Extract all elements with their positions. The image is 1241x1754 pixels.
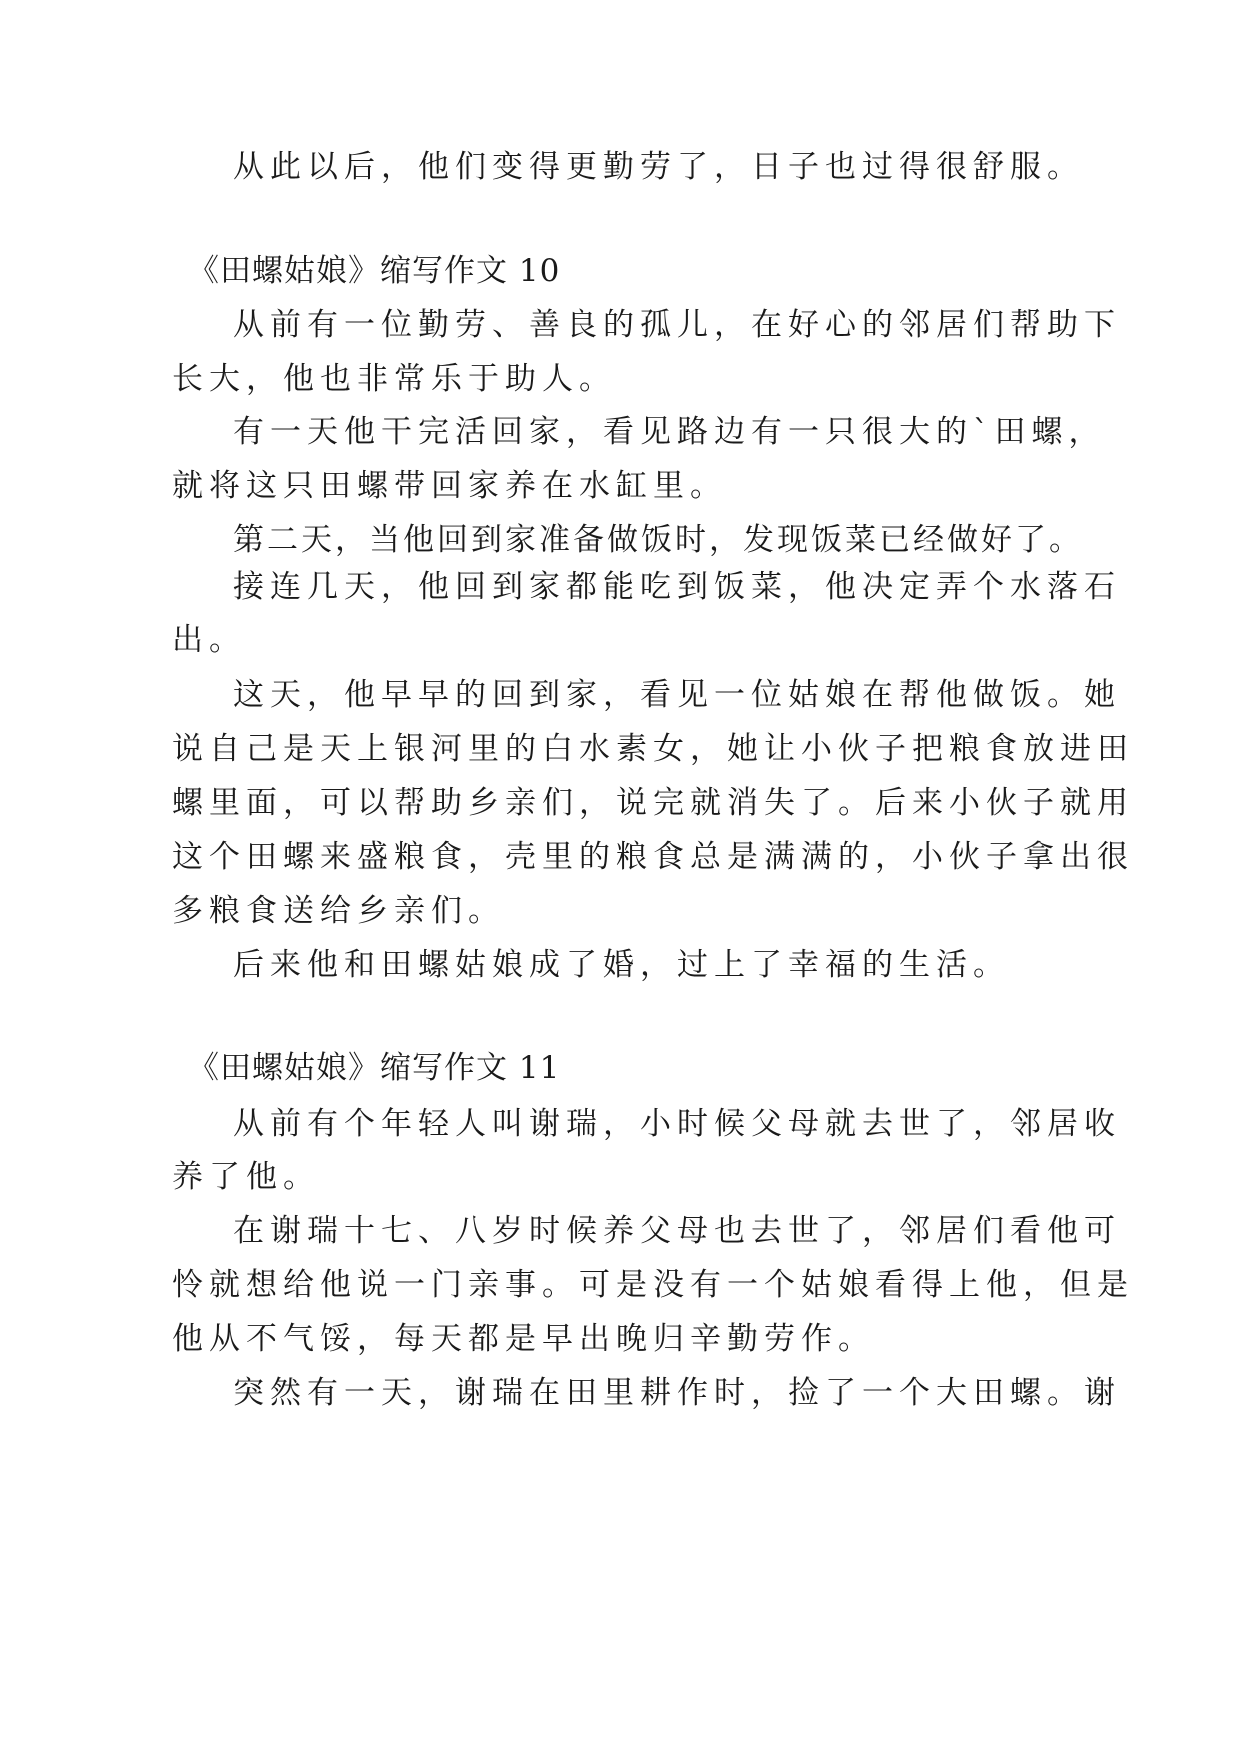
paragraph-line: 在谢瑞十七、八岁时候养父母也去世了，邻居们看他可 (233, 1213, 1121, 1249)
paragraph-line: 说自己是天上银河里的白水素女，她让小伙子把粮食放进田 (172, 731, 1134, 767)
paragraph-line: 突然有一天，谢瑞在田里耕作时，捡了一个大田螺。谢 (233, 1375, 1121, 1411)
paragraph-line: 这天，他早早的回到家，看见一位姑娘在帮他做饭。她 (233, 677, 1121, 713)
paragraph-line: 从此以后，他们变得更勤劳了，日子也过得很舒服。 (233, 149, 1084, 185)
paragraph-line: 多粮食送给乡亲们。 (172, 893, 505, 929)
paragraph-line: 他从不气馁，每天都是早出晚归辛勤劳作。 (172, 1321, 875, 1357)
paragraph-line: 有一天他干完活回家，看见路边有一只很大的`田螺， (233, 414, 1106, 450)
paragraph-line: 后来他和田螺姑娘成了婚，过上了幸福的生活。 (233, 947, 1010, 983)
paragraph-line: 怜就想给他说一门亲事。可是没有一个姑娘看得上他，但是 (172, 1267, 1134, 1303)
paragraph-line: 第二天，当他回到家准备做饭时，发现饭菜已经做好了。 (233, 522, 1083, 558)
paragraph-line: 从前有个年轻人叫谢瑞，小时候父母就去世了，邻居收 (233, 1106, 1121, 1142)
paragraph-line: 接连几天，他回到家都能吃到饭菜，他决定弄个水落石 (233, 569, 1121, 605)
paragraph-line: 这个田螺来盛粮食，壳里的粮食总是满满的，小伙子拿出很 (172, 839, 1134, 875)
paragraph-line: 养了他。 (172, 1159, 320, 1195)
paragraph-line: 螺里面，可以帮助乡亲们，说完就消失了。后来小伙子就用 (172, 785, 1134, 821)
paragraph-line: 就将这只田螺带回家养在水缸里。 (172, 468, 727, 504)
paragraph-line: 从前有一位勤劳、善良的孤儿，在好心的邻居们帮助下 (233, 307, 1121, 343)
paragraph-line: 长大，他也非常乐于助人。 (172, 361, 616, 397)
essay-title: 《田螺姑娘》缩写作文 10 (188, 253, 561, 289)
paragraph-line: 出。 (172, 622, 246, 658)
essay-title: 《田螺姑娘》缩写作文 11 (188, 1050, 561, 1086)
